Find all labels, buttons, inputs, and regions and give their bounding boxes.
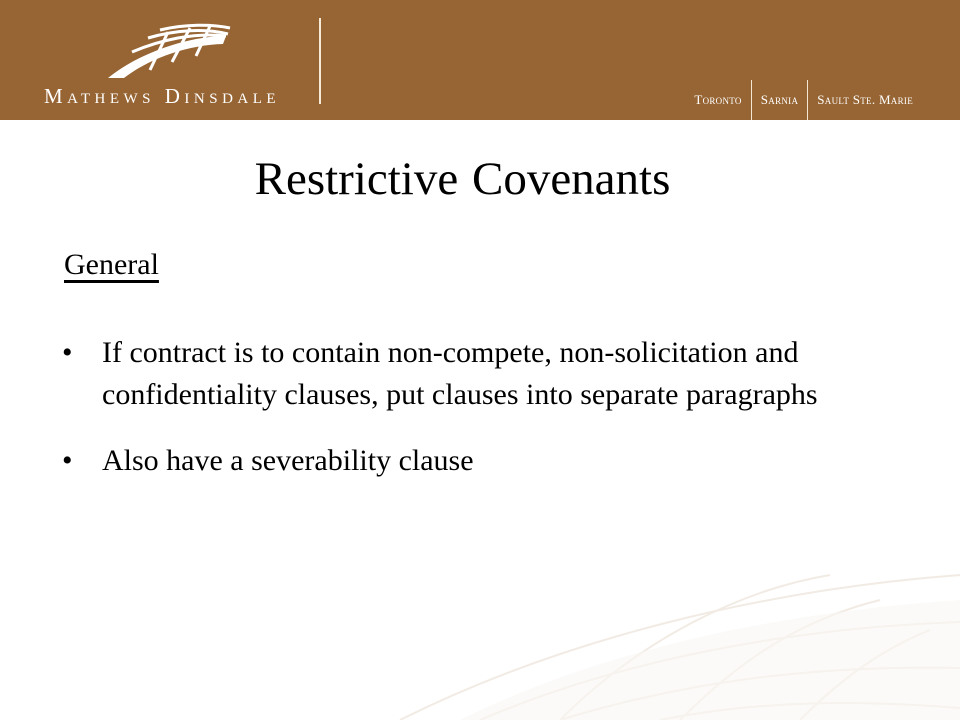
bullet-marker: • <box>62 444 73 477</box>
location-sarnia: Sarnia <box>760 92 799 107</box>
header-band <box>0 0 960 120</box>
bullet-list <box>58 332 888 506</box>
bullet-marker: • <box>62 336 73 369</box>
location-sault-ste-marie: Sault Ste. Marie <box>817 92 913 107</box>
bullet-item <box>58 440 888 482</box>
brand-divider <box>319 18 321 104</box>
brand-name: Mathews Dinsdale <box>44 84 281 108</box>
location-list <box>685 80 922 120</box>
slide-title: Restrictive Covenants <box>254 153 671 205</box>
location-toronto: Toronto <box>694 92 742 107</box>
bullet-item <box>58 332 888 416</box>
bullet-text: Also have a severability clause <box>102 444 474 477</box>
section-subheading: General <box>64 248 159 281</box>
bullet-text: If contract is to contain non-compete, non-solicitation and confidentiality clauses, put clauses into separate paragraphs <box>102 336 818 411</box>
